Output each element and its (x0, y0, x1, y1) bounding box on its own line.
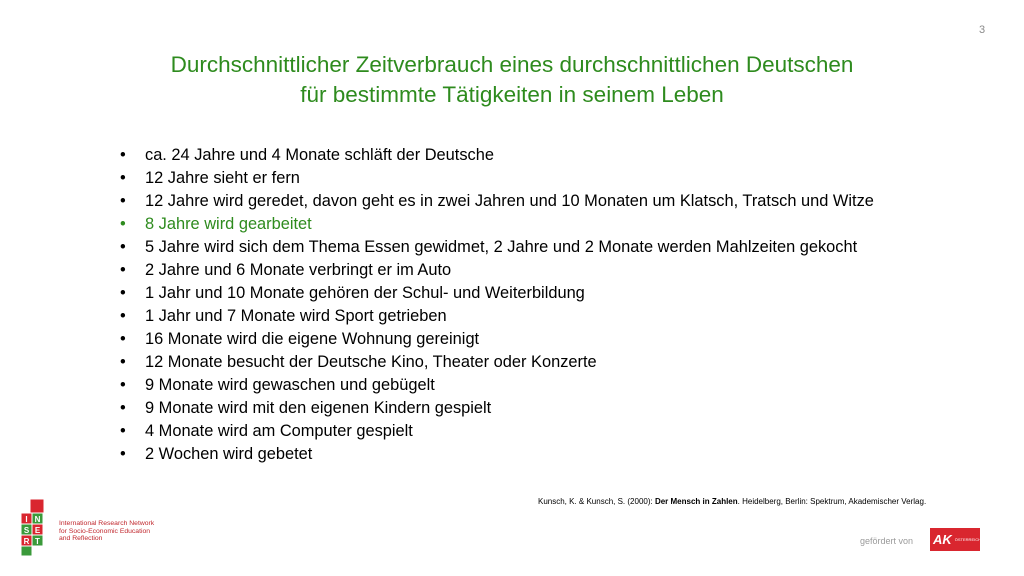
logo-letter: S (23, 526, 30, 535)
logo-letter: T (35, 537, 40, 546)
bullet-list (120, 144, 910, 466)
logo-tagline-line-1: International Research Network (59, 520, 155, 527)
bullet-marker: • (120, 422, 126, 440)
list-item-highlighted (120, 213, 910, 236)
list-item (120, 443, 910, 466)
citation-book-title: Der Mensch in Zahlen (654, 497, 738, 506)
bullet-marker: • (120, 330, 126, 348)
ak-logo-subtext: ÖSTERREICH (954, 537, 982, 542)
list-item (120, 374, 910, 397)
bullet-marker: • (120, 353, 126, 371)
list-item (120, 144, 910, 167)
logo-letter: I (25, 515, 28, 524)
list-item-text: 12 Jahre wird geredet, davon geht es in zwei Jahren und 10 Monaten um Klatsch, Tratsch und Witze (145, 192, 874, 210)
list-item-text: 8 Jahre wird gearbeitet (145, 215, 312, 233)
list-item-text: 2 Wochen wird gebetet (145, 445, 313, 463)
list-item (120, 397, 910, 420)
logo-tagline-line-3: and Reflection (59, 535, 103, 543)
list-item-text: 1 Jahr und 7 Monate wird Sport getrieben (145, 307, 447, 325)
bullet-marker: • (120, 238, 126, 256)
bullet-marker: • (120, 192, 126, 210)
list-item-text: 9 Monate wird gewaschen und gebügelt (145, 376, 435, 394)
bullet-marker: • (120, 399, 126, 417)
list-item-text: 12 Monate besucht der Deutsche Kino, Theater oder Konzerte (145, 353, 597, 371)
list-item-text: 16 Monate wird die eigene Wohnung gereinigt (145, 330, 480, 348)
list-item (120, 328, 910, 351)
bullet-marker: • (120, 376, 126, 394)
list-item-text: 2 Jahre und 6 Monate verbringt er im Auto (145, 261, 452, 279)
list-item (120, 190, 910, 213)
logo-letter: E (34, 526, 41, 535)
bullet-marker: • (120, 169, 126, 187)
list-item-text: 5 Jahre wird sich dem Thema Essen gewidmet, 2 Jahre und 2 Monate werden Mahlzeiten gekocht (145, 238, 858, 256)
list-item (120, 305, 910, 328)
list-item (120, 167, 910, 190)
citation-authors: Kunsch, K. & Kunsch, S. (2000): (538, 497, 655, 506)
bullet-marker: • (120, 146, 126, 164)
sponsor-label: gefördert von (860, 536, 914, 546)
citation (538, 497, 926, 506)
logo-cube-top (30, 499, 44, 513)
list-item (120, 259, 910, 282)
slide-title (100, 50, 924, 110)
list-item-text: 12 Jahre sieht er fern (145, 169, 300, 187)
list-item-text: ca. 24 Jahre und 4 Monate schläft der Deutsche (145, 146, 494, 164)
bullet-marker: • (120, 215, 126, 233)
list-item-text: 9 Monate wird mit den eigenen Kindern gespielt (145, 399, 492, 417)
bullet-marker: • (120, 284, 126, 302)
ak-logo (930, 528, 980, 551)
list-item-text: 1 Jahr und 10 Monate gehören der Schul- und Weiterbildung (145, 284, 585, 302)
slide-number: 3 (979, 24, 986, 36)
list-item (120, 351, 910, 374)
list-item (120, 420, 910, 443)
logo-letter: R (23, 537, 30, 546)
bullet-marker: • (120, 261, 126, 279)
insert-logo (20, 497, 56, 557)
ak-logo-letters: AK (933, 532, 952, 547)
list-item (120, 282, 910, 305)
title-line-2: für bestimmte Tätigkeiten in seinem Leben (300, 82, 724, 107)
bullet-marker: • (120, 445, 126, 463)
bullet-marker: • (120, 307, 126, 325)
logo-tagline (59, 520, 154, 543)
list-item (120, 236, 910, 259)
list-item-text: 4 Monate wird am Computer gespielt (145, 422, 413, 440)
logo-letter: N (34, 515, 41, 524)
title-line-1: Durchschnittlicher Zeitverbrauch eines durchschnittlichen Deutschen (170, 52, 854, 77)
citation-publisher: . Heidelberg, Berlin: Spektrum, Akademischer Verlag. (737, 497, 927, 506)
logo-cube-bottom (21, 546, 32, 556)
logo-tagline-line-2: for Socio-Economic Education (59, 527, 151, 535)
